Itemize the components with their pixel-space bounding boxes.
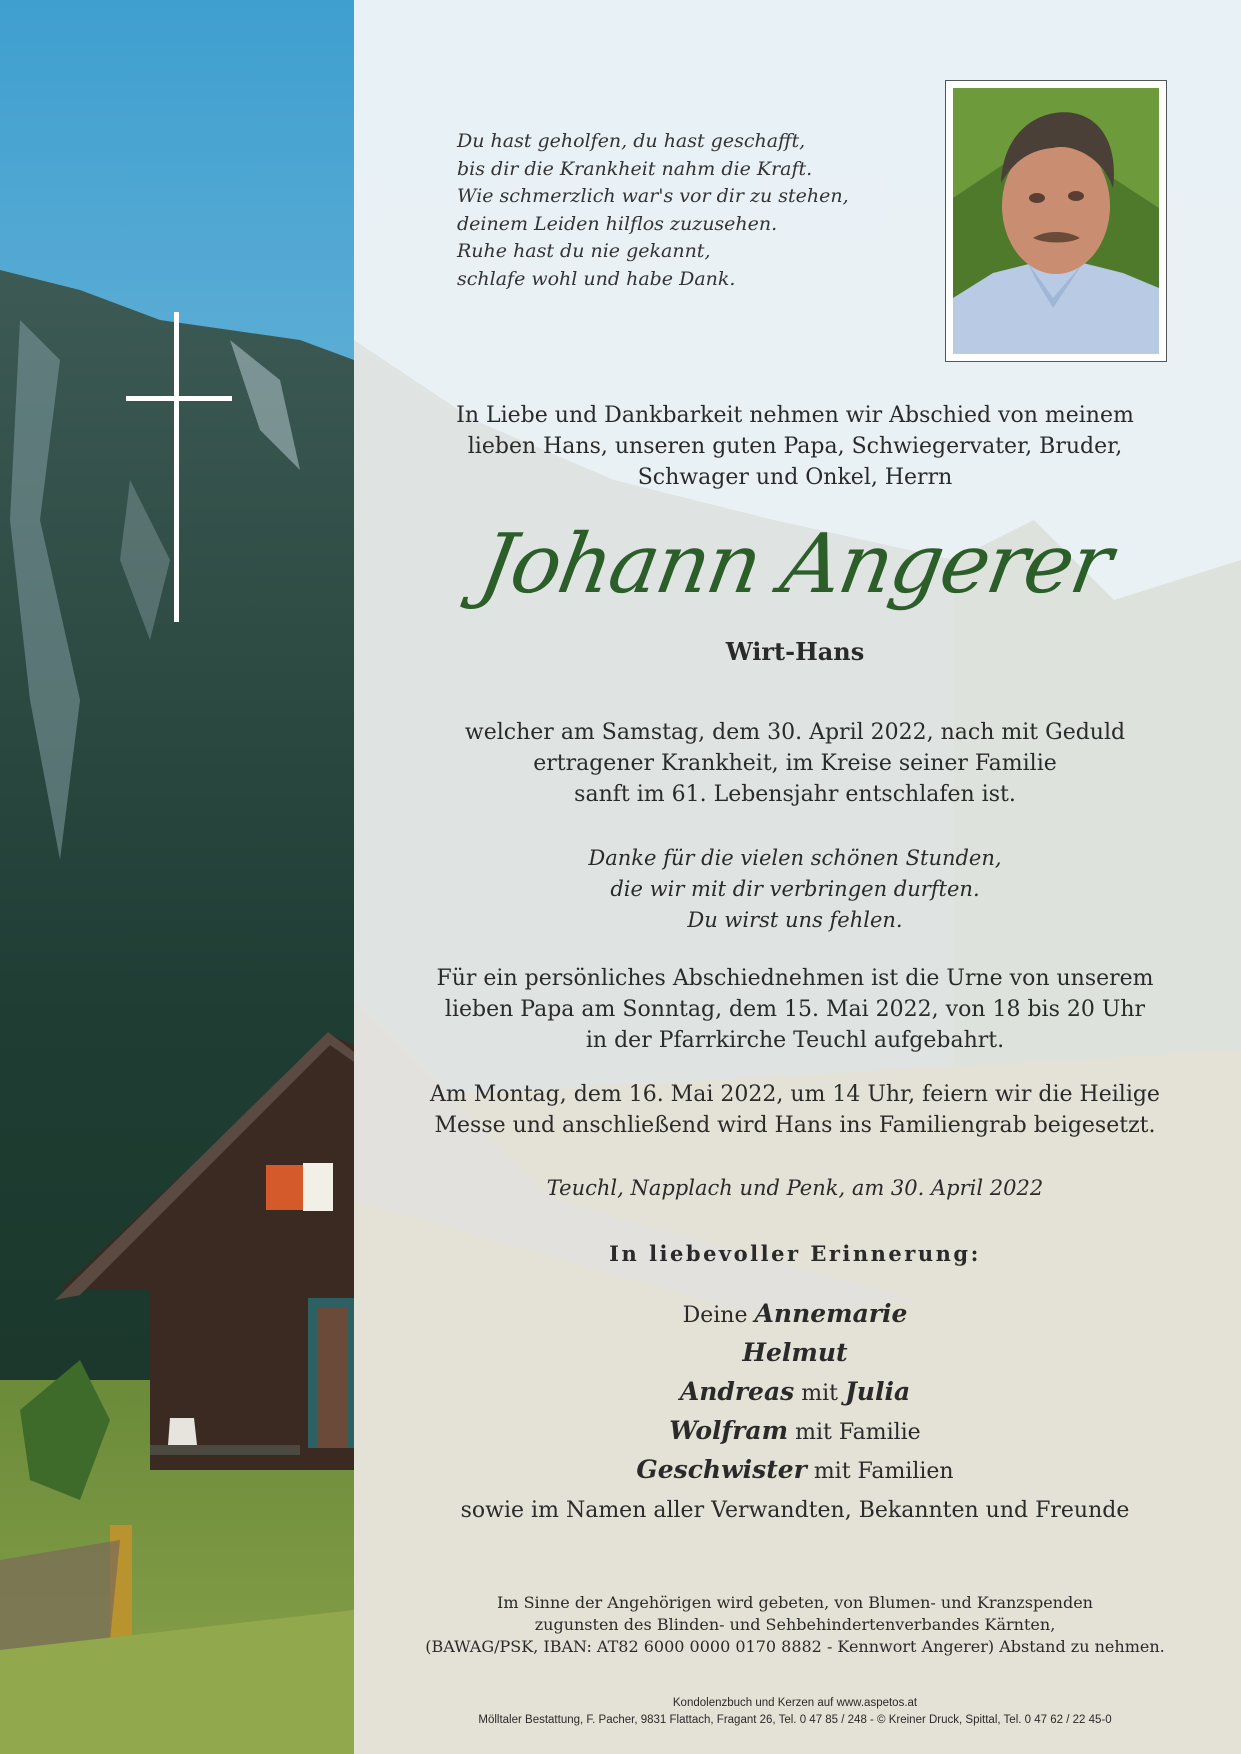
cross-icon (126, 312, 232, 622)
mourner-name: Annemarie (754, 1299, 908, 1328)
portrait-frame (945, 80, 1167, 362)
poem-line: Wie schmerzlich war's vor dir zu stehen, (457, 185, 849, 207)
mourner-suffix: mit Familien (806, 1459, 954, 1484)
nickname: Wirt-Hans (725, 637, 865, 666)
viewing-notice (380, 963, 1210, 1056)
landscape-photo (0, 0, 354, 1754)
mourners-list (380, 1295, 1210, 1490)
intro-line: lieben Hans, unseren guten Papa, Schwiegervater, Bruder, (467, 434, 1123, 459)
intro-text (380, 400, 1210, 493)
mourner-name: Helmut (742, 1338, 848, 1367)
memory-heading: In liebevoller Erinnerung: (609, 1241, 981, 1266)
deceased-name: Johann Angerer (472, 517, 1118, 612)
mourner-prefix: Deine (682, 1303, 755, 1328)
thanks-line: Du wirst uns fehlen. (687, 908, 903, 932)
mourner-connector: mit (794, 1381, 845, 1406)
death-notice-line: sanft im 61. Lebensjahr entschlafen ist. (574, 782, 1016, 807)
request-line: zugunsten des Blinden- und Sehbehindertenverbandes Kärnten, (534, 1615, 1056, 1634)
poem-line: deinem Leiden hilflos zuzusehen. (457, 212, 778, 235)
mourner-suffix: mit Familie (788, 1420, 921, 1445)
mourner-row (380, 1451, 1210, 1490)
thanks-text (380, 843, 1210, 936)
request-line: Im Sinne der Angehörigen wird gebeten, von Blumen- und Kranzspenden (497, 1593, 1093, 1612)
mourner-name: Wolfram (669, 1416, 789, 1445)
death-notice (380, 717, 1210, 810)
poem-line: Ruhe hast du nie gekannt, (457, 240, 711, 262)
poem (457, 128, 877, 293)
mourner-name: Geschwister (636, 1455, 807, 1484)
place-date: Teuchl, Napplach und Penk, am 30. April 2022 (546, 1176, 1044, 1200)
mourner-name: Julia (844, 1377, 911, 1406)
footer-imprint: Mölltaler Bestattung, F. Pacher, 9831 Flattach, Fragant 26, Tel. 0 47 85 / 248 - © Kreiner Druck, Spittal, Tel. 0 47 62 / 22 45-0 (478, 1714, 1112, 1726)
footer-condolence-link[interactable]: Kondolenzbuch und Kerzen auf www.aspetos.at (672, 1697, 918, 1709)
intro-line: Schwager und Onkel, Herrn (637, 465, 953, 490)
viewing-line: lieben Papa am Sonntag, dem 15. Mai 2022, von 18 bis 20 Uhr (444, 997, 1146, 1022)
poem-line: Du hast geholfen, du hast geschafft, (457, 130, 806, 152)
death-notice-line: ertragener Krankheit, im Kreise seiner Familie (533, 751, 1057, 776)
mourner-row (380, 1334, 1210, 1373)
death-notice-line: welcher am Samstag, dem 30. April 2022, nach mit Geduld (464, 720, 1126, 745)
poem-line: schlafe wohl und habe Dank. (457, 267, 736, 290)
request-line: (BAWAG/PSK, IBAN: AT82 6000 0000 0170 8882 - Kennwort Angerer) Abstand zu nehmen. (425, 1637, 1165, 1656)
footer (380, 1695, 1210, 1729)
mourner-row (380, 1412, 1210, 1451)
mass-line: Am Montag, dem 16. Mai 2022, um 14 Uhr, feiern wir die Heilige (430, 1082, 1160, 1107)
mass-notice (380, 1079, 1210, 1141)
thanks-line: die wir mit dir verbringen durften. (610, 877, 980, 901)
thanks-line: Danke für die vielen schönen Stunden, (588, 846, 1002, 870)
mass-line: Messe und anschließend wird Hans ins Familiengrab beigesetzt. (434, 1113, 1156, 1138)
viewing-line: in der Pfarrkirche Teuchl aufgebahrt. (585, 1028, 1005, 1053)
intro-line: In Liebe und Dankbarkeit nehmen wir Abschied von meinem (456, 403, 1134, 428)
mourner-name: Andreas (679, 1377, 795, 1406)
mourner-row (380, 1373, 1210, 1412)
mourner-row (380, 1295, 1210, 1334)
viewing-line: Für ein persönliches Abschiednehmen ist die Urne von unserem (436, 966, 1154, 991)
also-mourning: sowie im Namen aller Verwandten, Bekannten und Freunde (460, 1498, 1130, 1523)
donation-request (380, 1592, 1210, 1658)
poem-line: bis dir die Krankheit nahm die Kraft. (457, 157, 813, 180)
portrait-photo (953, 88, 1159, 354)
